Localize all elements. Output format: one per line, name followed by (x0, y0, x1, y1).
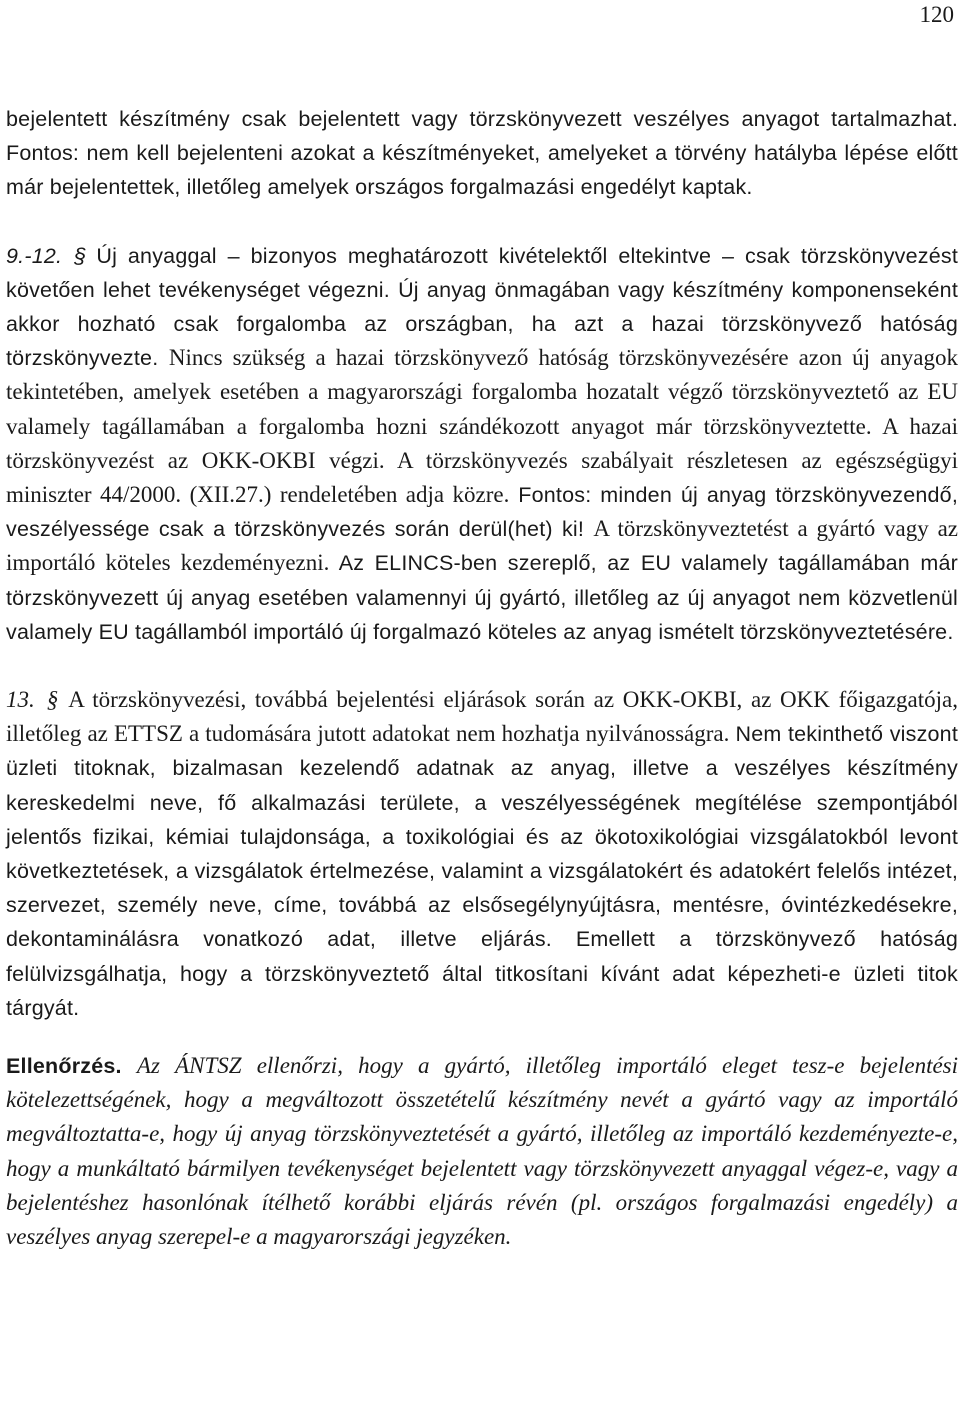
page-number: 120 (919, 2, 954, 27)
section-text-part-1: A törzskönyvezési, továbbá bejelentési eljárások során az OKK-OKBI, az OKK főigazgatója, illetőleg az ETTSZ a tudomására jutott adatokat nem hozhatja nyilvánosságra. (6, 687, 958, 747)
document-body (6, 102, 958, 1254)
section-sign: § (74, 243, 87, 268)
control-text: Az ÁNTSZ ellenőrzi, hogy a gyártó, illetőleg importáló eleget tesz-e bejelentési kötelezettségének, hogy a megváltozott összetételű készítmény nevét a gyártó vagy az importáló megváltoztatta-e, hogy új anyag törzskönyveztetését a gyártó, illetőleg az importáló kezdeményezte-e, hogy a munkáltató bármilyen tevékenységet bejelentett vagy törzskönyvezett anyaggal végez-e, vagy a bejelentéshez hasonlónak ítélhető korábbi eljárás révén (pl. országos forgalmazási engedély) a veszélyes anyag szerepel-e a magyarországi jegyzéken. (6, 1053, 959, 1250)
section-number: 13. (6, 687, 35, 713)
paragraph-control (6, 1049, 958, 1254)
section-text-part-2: Új anyag önmagában vagy készítmény komponenseként akkor hozható csak forgalomba az országban, ha azt a hazai törzskönyvező hatóság törzskönyvezte. (6, 277, 958, 371)
section-sign: § (46, 687, 59, 713)
section-text-part-6: Az ELINCS-ben szereplő, az EU valamely tagállamában már törzskönyvezett új anyag esetében valamennyi új gyártó, illetőleg az új anyagot nem közvetlenül valamely EU tagállamból importáló új forgalmazó köteles az anyag ismételt törzskönyveztetésére. (6, 551, 958, 644)
section-text-part-1: Új anyaggal – bizonyos meghatározott kivételektől eltekintve – csak törzskönyvezést követően lehet tevékenységet végezni. (6, 243, 958, 302)
section-number: 9.-12. (6, 243, 63, 268)
paragraph-section-9-12 (6, 239, 958, 649)
paragraph-section-13 (6, 683, 958, 1025)
section-text-part-4: Fontos: minden új anyag törzskönyvezendő, veszélyessége csak a törzskönyvezés során derül(het) ki! (6, 483, 959, 542)
section-text-part-2: Nem tekinthető viszont üzleti titoknak, bizalmasan kezelendő adatnak az anyag, illetve a veszélyes készítmény kereskedelmi neve, fő alkalmazási területe, a veszélyességének megítélése szempontjából jelentős fizikai, kémiai tulajdonsága, a toxikológiai és az ökotoxikológiai vizsgálatokból levont következtetések, a vizsgálatok értelmezése, valamint a vizsgálatokért és adatokért felelős intézet, szervezet, személy neve, címe, továbbá az elsősegélynyújtásra, mentésre, óvintézkedésekre, dekontaminálásra vonatkozó adat, illetve eljárás. (6, 722, 959, 952)
paragraph-intro-text: bejelentett készítmény csak bejelentett vagy törzskönyvezett veszélyes anyagot tartalmazhat. Fontos: nem kell bejelenteni azokat a készítményeket, amelyeket a törvény hatályba lépése előtt már bejelentettek, illetőleg amelyek országos forgalmazási engedélyt kaptak. (6, 107, 958, 200)
section-text-part-3: Nincs szükség a hazai törzskönyvező hatóság törzskönyvezésére azon új anyagok tekintetében, amelyek esetében a magyarországi forgalomba hozatalt végző törzskönyveztető az EU valamely tagállamában a forgalomba hozni szándékozott anyagot már törzskönyveztette. A hazai törzskönyvezést az OKK-OKBI végzi. A törzskönyvezés szabályait részletesen az egészségügyi miniszter 44/2000. (XII.27.) rendeletében adja közre. (6, 345, 958, 508)
section-text-part-5: A törzskönyveztetést a gyártó vagy az importáló köteles kezdeményezni. (6, 516, 958, 576)
control-heading: Ellenőrzés. (6, 1054, 122, 1079)
paragraph-intro (6, 102, 958, 205)
section-text-part-3: Emellett a törzskönyvező hatóság felülvizsgálhatja, hogy a törzskönyveztető által titkosítani kívánt adat képezheti-e üzleti titok tárgyát. (6, 927, 959, 1020)
